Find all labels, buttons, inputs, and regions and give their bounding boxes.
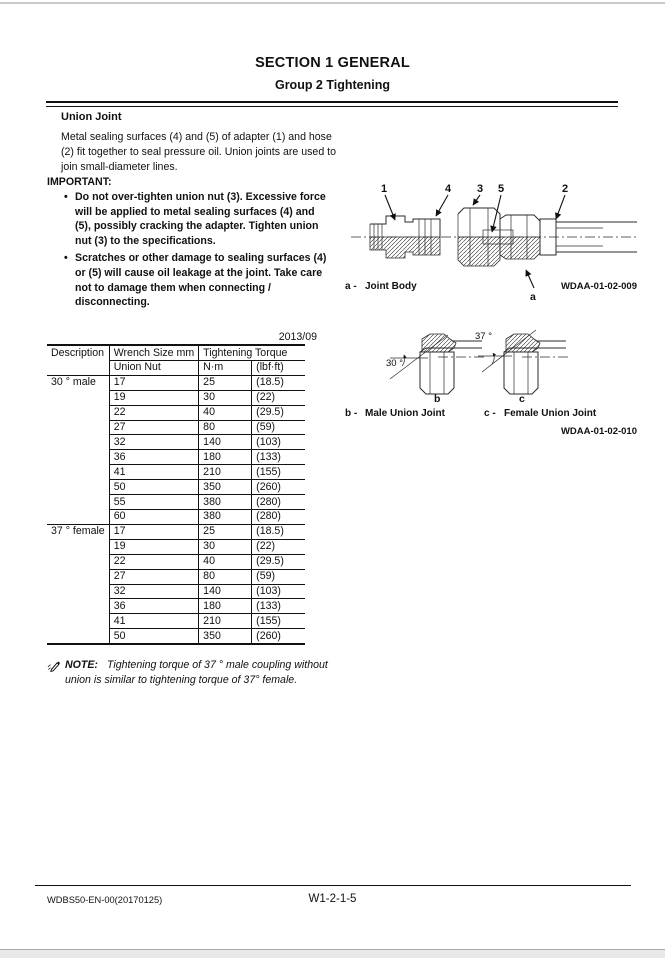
- note-label: NOTE:: [65, 659, 98, 671]
- figure2-code: WDAA-01-02-010: [560, 426, 637, 437]
- table-cell: 19: [109, 390, 198, 405]
- angle-30-label: 30 °: [386, 358, 404, 369]
- table-cell: (280): [252, 495, 305, 510]
- figure2-letter-b: b: [434, 393, 441, 405]
- callout-4: 4: [445, 183, 452, 195]
- table-cell: 180: [199, 450, 252, 465]
- table-cell: 140: [199, 435, 252, 450]
- header-lbf: (lbf·ft): [252, 360, 305, 375]
- figure2-caption-c-text: Female Union Joint: [504, 408, 597, 419]
- group-37-female: 37 ° female: [47, 524, 109, 644]
- table-cell: 80: [199, 420, 252, 435]
- table-cell: (29.5): [252, 554, 305, 569]
- table-cell: (133): [252, 450, 305, 465]
- table-cell: (260): [252, 480, 305, 495]
- callout-1: 1: [381, 183, 388, 195]
- important-list: [63, 190, 331, 313]
- angle-37-label: 37 °: [475, 331, 493, 342]
- table-cell: (103): [252, 435, 305, 450]
- table-cell: 55: [109, 495, 198, 510]
- figure1-caption-text: Joint Body: [365, 281, 417, 292]
- table-cell: 50: [109, 629, 198, 644]
- header-nm: N·m: [199, 360, 252, 375]
- table-cell: 22: [109, 554, 198, 569]
- pointer-a-label: a: [530, 291, 536, 303]
- figure1-code: WDAA-01-02-009: [560, 281, 637, 292]
- figure1-caption: [345, 281, 417, 292]
- table-cell: (59): [252, 569, 305, 584]
- table-cell: 19: [109, 539, 198, 554]
- figure-union-joints: [378, 326, 628, 406]
- table-cell: (18.5): [252, 375, 305, 390]
- table-cell: 380: [199, 509, 252, 524]
- header-wrench-size: Wrench Size mm: [109, 345, 198, 360]
- figure2-caption-b-key: b -: [345, 408, 358, 419]
- table-cell: (260): [252, 629, 305, 644]
- table-cell: 40: [199, 554, 252, 569]
- table-cell: 350: [199, 629, 252, 644]
- table-cell: 17: [109, 375, 198, 390]
- note-pencil-icon: [47, 659, 61, 673]
- header-rule: [46, 101, 618, 107]
- table-cell: (133): [252, 599, 305, 614]
- table-cell: 80: [199, 569, 252, 584]
- table-cell: 27: [109, 420, 198, 435]
- figure2-caption-c: [484, 408, 596, 419]
- header-union-nut: Union Nut: [109, 360, 198, 375]
- figure2-caption-c-key: c -: [484, 408, 496, 419]
- important-label: IMPORTANT:: [47, 176, 112, 188]
- figure2-caption-b: [345, 408, 445, 419]
- intro-paragraph: Metal sealing surfaces (4) and (5) of adapter (1) and hose (2) fit together to seal pressure oil. Union joints are used to join small-diameter lines.: [61, 131, 336, 173]
- header-description: Description: [47, 345, 109, 375]
- figure1-caption-key: a -: [345, 281, 357, 292]
- torque-table: [47, 344, 305, 645]
- callout-3: 3: [477, 183, 484, 195]
- section-title: SECTION 1 GENERAL: [255, 55, 410, 71]
- table-cell: 32: [109, 584, 198, 599]
- table-cell: 17: [109, 524, 198, 539]
- table-cell: 36: [109, 599, 198, 614]
- footer-rule: [35, 885, 631, 886]
- note-text: Tightening torque of 37 ° male coupling without union is similar to tightening torque of 37° female.: [65, 659, 328, 686]
- note-block: [47, 658, 339, 687]
- table-cell: 50: [109, 480, 198, 495]
- table-cell: 41: [109, 614, 198, 629]
- table-cell: (155): [252, 465, 305, 480]
- group-title: Group 2 Tightening: [274, 78, 391, 92]
- figure2-caption-b-text: Male Union Joint: [365, 408, 445, 419]
- table-cell: 36: [109, 450, 198, 465]
- table-cell: (103): [252, 584, 305, 599]
- table-cell: 32: [109, 435, 198, 450]
- table-cell: (280): [252, 509, 305, 524]
- table-row: [47, 375, 305, 390]
- callout-2: 2: [562, 183, 569, 195]
- table-cell: 210: [199, 614, 252, 629]
- important-item: • Scratches or other damage to sealing surfaces (4) or (5) will cause oil leakage at the joint. Take care not to damage them when connecting / disconnecting.: [63, 251, 331, 309]
- document-code: WDBS50-EN-00(20170125): [47, 895, 163, 905]
- table-cell: 140: [199, 584, 252, 599]
- table-cell: (59): [252, 420, 305, 435]
- table-header-row: [47, 345, 305, 360]
- table-cell: (22): [252, 390, 305, 405]
- table-cell: 25: [199, 524, 252, 539]
- table-cell: 25: [199, 375, 252, 390]
- table-cell: 30: [199, 390, 252, 405]
- figure2-letter-c: c: [519, 393, 525, 405]
- table-cell: 30: [199, 539, 252, 554]
- table-cell: (29.5): [252, 405, 305, 420]
- table-cell: 210: [199, 465, 252, 480]
- page-top-edge: [0, 2, 665, 4]
- important-item: • Do not over-tighten union nut (3). Excessive force will be applied to metal sealing surfaces (4) and (5), possibly cracking the adapter. Tighten union nut (3) to the specifications.: [63, 190, 331, 248]
- table-cell: 40: [199, 405, 252, 420]
- table-cell: 350: [199, 480, 252, 495]
- page-bottom-edge: [0, 949, 665, 958]
- table-cell: 60: [109, 509, 198, 524]
- table-cell: (155): [252, 614, 305, 629]
- callout-5: 5: [498, 183, 505, 195]
- table-row: [47, 524, 305, 539]
- table-cell: (22): [252, 539, 305, 554]
- page-number: W1-2-1-5: [308, 893, 357, 905]
- table-cell: 27: [109, 569, 198, 584]
- table-cell: (18.5): [252, 524, 305, 539]
- table-cell: 22: [109, 405, 198, 420]
- union-joints-drawing-icon: [378, 326, 628, 406]
- table-cell: 41: [109, 465, 198, 480]
- table-cell: 180: [199, 599, 252, 614]
- table-revision-date: 2013/09: [278, 331, 317, 343]
- group-30-male: 30 ° male: [47, 375, 109, 524]
- topic-heading: Union Joint: [61, 111, 122, 123]
- header-tightening-torque: Tightening Torque: [199, 345, 305, 360]
- table-cell: 380: [199, 495, 252, 510]
